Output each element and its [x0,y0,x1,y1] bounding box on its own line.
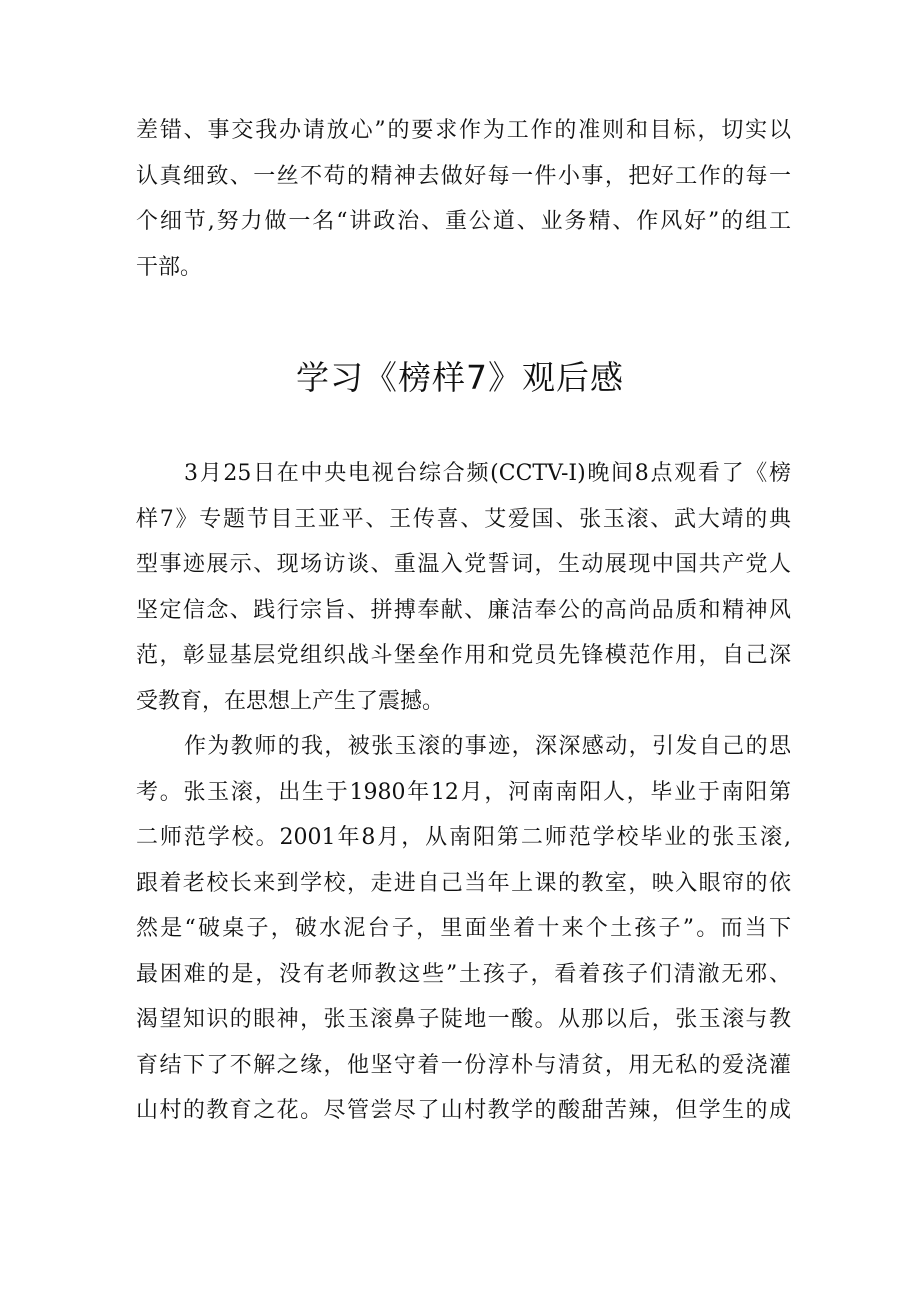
text-line: 渴望知识的眼神，张玉滚鼻子陡地一酸。从那以后，张玉滚与教 [136,1007,791,1032]
text-line: 差错、事交我办请放心”的要求作为工作的准则和目标，切实以 [136,118,791,143]
text-line: 坚定信念、践行宗旨、拼搏奉献、廉洁奉公的高尚品质和精神风 [136,597,791,623]
article-title: 学习《榜样7》观后感 [296,358,624,397]
text-line: 个细节,努力做一名“讲政治、重公道、业务精、作风好”的组工 [136,209,791,234]
text-line: 作为教师的我，被张玉滚的事迹，深深感动，引发自己的思 [184,734,791,759]
text-line: 育结下了不解之缘，他坚守着一份淳朴与清贫，用无私的爱浇灌 [136,1052,791,1078]
text-line: 跟着老校长来到学校，走进自己当年上课的教室，映入眼帘的依 [136,870,791,896]
text-line: 二师范学校。2001年8月，从南阳第二师范学校毕业的张玉滚, [136,825,791,850]
text-line: 认真细致、一丝不苟的精神去做好每一件小事，把好工作的每一 [136,163,791,189]
text-line: 考。张玉滚，出生于1980年12月，河南南阳人，毕业于南阳第 [136,779,791,805]
paragraph-2 [136,724,791,1134]
text-line: 范，彰显基层党组织战斗堡垒作用和党员先锋模范作用，自己深 [136,643,791,668]
text-line: 受教育，在思想上产生了震撼。 [136,688,445,714]
text-line: 然是“破桌子，破水泥台子，里面坐着十来个土孩子”。而当下 [136,916,791,941]
paragraph-1 [136,451,791,724]
text-line: 3月25日在中央电视台综合频(CCTV-I)晚间8点观看了《榜 [184,461,791,486]
text-line: 山村的教育之花。尽管尝尽了山村教学的酸甜苦辣，但学生的成 [136,1098,791,1123]
text-line: 最困难的是，没有老师教这些”土孩子，看着孩子们清澈无邪、 [136,961,791,987]
text-line: 型事迹展示、现场访谈、重温入党誓词，生动展现中国共产党人 [136,552,791,577]
text-line: 样7》专题节目王亚平、王传喜、艾爱国、张玉滚、武大靖的典 [136,506,791,532]
top-paragraph [136,108,791,290]
text-line: 干部。 [136,254,203,280]
